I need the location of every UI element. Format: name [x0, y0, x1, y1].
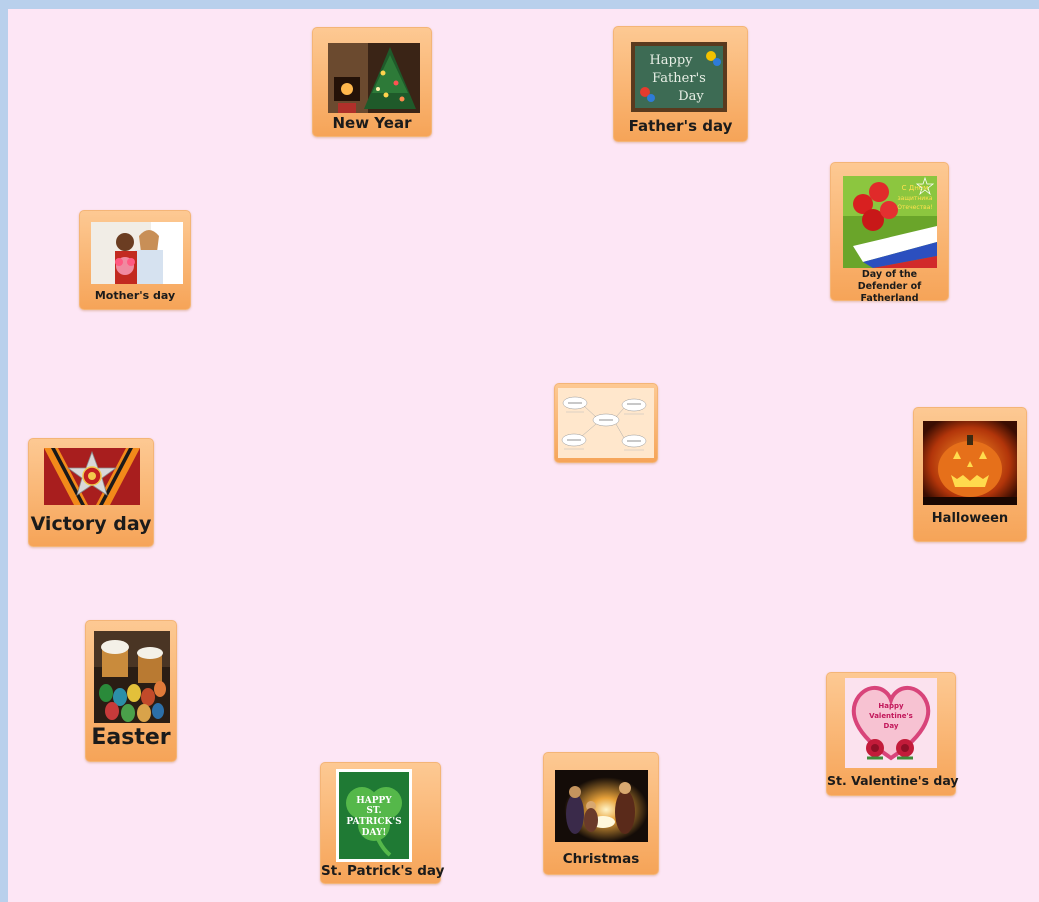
svg-text:Happy: Happy — [878, 702, 904, 710]
svg-text:защитника: защитника — [897, 195, 933, 202]
easter-label: Easter — [91, 725, 171, 750]
christmas-tree-image — [328, 43, 420, 113]
christmas-card[interactable] — [543, 752, 659, 875]
svg-text:PATRICK'S: PATRICK'S — [346, 817, 402, 827]
christmas-label: Christmas — [562, 851, 640, 867]
mother-child-image — [91, 222, 183, 284]
st-patricks-day-card[interactable] — [320, 762, 445, 884]
heart-roses-image — [845, 678, 937, 768]
svg-text:Отечества!: Отечества! — [897, 204, 933, 211]
central-topic-node[interactable] — [554, 383, 658, 463]
new-year-card[interactable] — [312, 27, 432, 137]
order-star-image — [44, 448, 140, 505]
fathers-day-label: Father's day — [628, 117, 733, 135]
svg-text:DAY!: DAY! — [361, 828, 387, 838]
mothers-day-card[interactable] — [79, 210, 191, 310]
halloween-label: Halloween — [931, 511, 1009, 526]
svg-text:Day: Day — [678, 89, 704, 104]
st-patricks-day-label: St. Patrick's day — [321, 863, 445, 879]
easter-card[interactable] — [85, 620, 177, 762]
svg-text:HAPPY: HAPPY — [356, 796, 392, 806]
shamrock-image — [336, 769, 412, 862]
mothers-day-label: Mother's day — [94, 289, 176, 302]
new-year-label: New Year — [332, 114, 412, 132]
svg-text:С Днём: С Днём — [901, 184, 929, 192]
svg-text:ST.: ST. — [366, 806, 382, 816]
mind-map-thumbnail — [558, 388, 654, 458]
chalkboard-image — [631, 42, 727, 112]
jack-o-lantern-image — [923, 421, 1017, 505]
defender-day-card[interactable] — [830, 162, 949, 304]
svg-text:Day: Day — [883, 722, 899, 730]
valentines-day-label: St. Valentine's day — [827, 773, 959, 788]
halloween-card[interactable] — [913, 407, 1027, 542]
victory-day-card[interactable] — [28, 438, 154, 547]
carnations-image — [843, 176, 937, 268]
defender-day-label: Day of the Defender of Fatherland — [857, 269, 922, 304]
svg-text:Happy: Happy — [649, 53, 693, 68]
nativity-scene-image — [555, 770, 648, 842]
easter-cake-eggs-image — [94, 631, 170, 723]
svg-text:Valentine's: Valentine's — [869, 712, 913, 720]
valentines-day-card[interactable] — [826, 672, 959, 796]
svg-text:Father's: Father's — [652, 71, 706, 86]
fathers-day-card[interactable] — [613, 26, 748, 142]
victory-day-label: Victory day — [30, 513, 152, 535]
mind-map-canvas — [8, 9, 1039, 902]
